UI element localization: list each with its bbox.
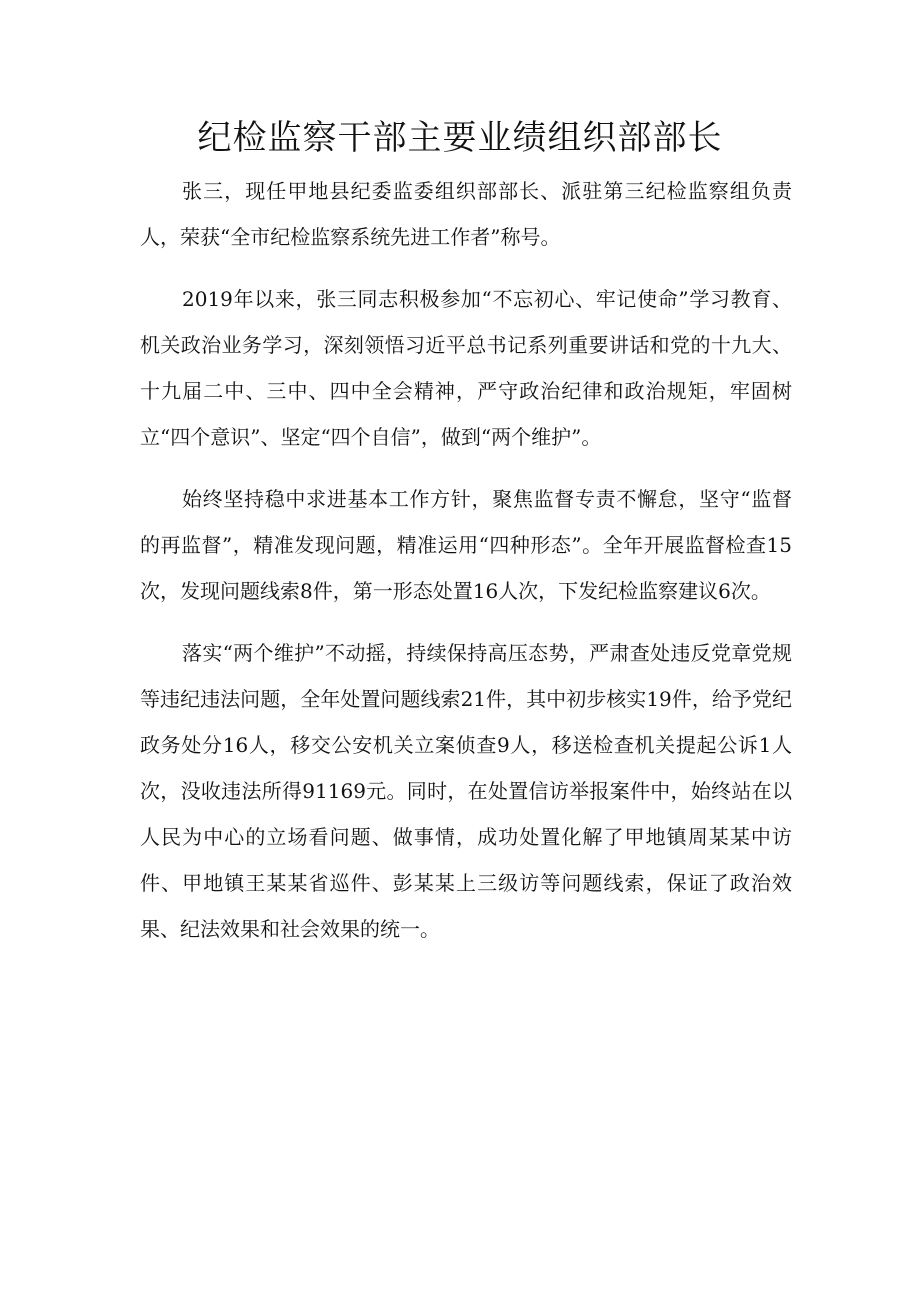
document-title: 纪检监察干部主要业绩组织部部长 <box>197 118 723 158</box>
document-body <box>140 168 792 968</box>
paragraph-case-handling: 落实“两个维护”不动摇，持续保持高压态势，严肃查处违反党章党规等违纪违法问题，全年处置问题线索21件，其中初步核实19件，给予党纪政务处分16人，移交公安机关立案侦查9人，移送检查机关提起公诉1人次，没收违法所得91169元。同时，在处置信访举报案件中，始终站在以人民为中心的立场看问题、做事情，成功处置化解了甲地镇周某某中访件、甲地镇王某某省巡件、彭某某上三级访等问题线索，保证了政治效果、纪法效果和社会效果的统一。 <box>140 641 792 941</box>
paragraph-political-study: 2019年以来，张三同志积极参加“不忘初心、牢记使命”学习教育、机关政治业务学习，深刻领悟习近平总书记系列重要讲话和党的十九大、十九届二中、三中、四中全会精神，严守政治纪律和政治规矩，牢固树立“四个意识”、坚定“四个自信”，做到“两个维护”。 <box>140 287 792 449</box>
paragraph-supervision: 始终坚持稳中求进基本工作方针，聚焦监督专责不懈怠，坚守“监督的再监督”，精准发现问题，精准运用“四种形态”。全年开展监督检查15次，发现问题线索8件，第一形态处置16人次，下发纪检监察建议6次。 <box>140 487 792 603</box>
paragraph-intro: 张三，现任甲地县纪委监委组织部部长、派驻第三纪检监察组负责人，荣获“全市纪检监察系统先进工作者”称号。 <box>140 179 792 249</box>
